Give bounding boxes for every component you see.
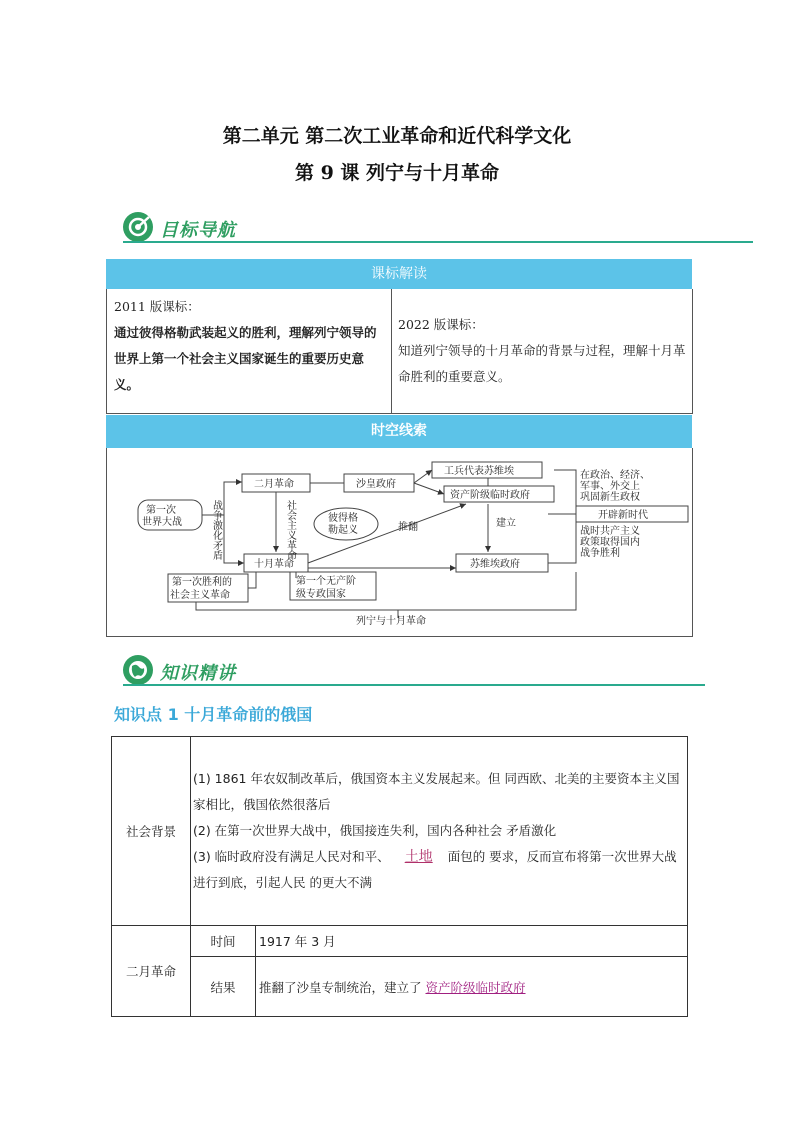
note-consolidate: 在政治、经济、军事、外交上巩固新生政权 [580, 470, 650, 503]
label-social-background: 社会背景 [112, 737, 191, 926]
lesson-title: 第 9 课 列宁与十月革命 [294, 162, 500, 184]
social-background-content [191, 737, 688, 926]
fill-land: 土地 [404, 849, 433, 865]
note-war-communism: 战时共产主义政策取得国内战争胜利 [580, 526, 640, 559]
knowledge-table [111, 736, 688, 1017]
target-icon [123, 212, 153, 242]
label-time: 时间 [191, 926, 256, 957]
label-war-intensify: 战争激化矛盾 [210, 500, 222, 560]
timeline-diagram [106, 448, 692, 636]
standards-left-text: 通过彼得格勒武装起义的胜利，理解列宁领导的世界上第一个社会主义国家诞生的重要历史意义。 [114, 325, 377, 392]
label-socialist: 社会主义革命 [284, 500, 296, 560]
background-item-3 [193, 844, 683, 896]
background-item-3-after: 面包的 要求，反而宣布将第一次世界大战进行到底，引起人民 的更大不满 [193, 849, 677, 890]
standards-right-text: 知道列宁领导的十月革命的背景与过程，理解十月革命胜利的重要意义。 [398, 343, 686, 384]
standards-left-label: 2011 版课标： [114, 299, 200, 314]
standards-right [398, 312, 686, 390]
node-newera-text: 开辟新时代 [598, 510, 648, 521]
standards-divider [391, 289, 392, 414]
node-petrograd-text: 彼得格勒起义 [328, 513, 358, 536]
node-sovietgov-text: 苏维埃政府 [470, 559, 520, 570]
standards-left [114, 294, 384, 398]
unit-title: 第二单元 第二次工业革命和近代科学文化 [222, 125, 572, 147]
node-provisional-text: 资产阶级临时政府 [450, 490, 530, 501]
section-goal-nav: 目标导航 [160, 220, 236, 241]
globe-icon [123, 655, 153, 685]
timeline-bar: 时空线索 [106, 415, 692, 448]
node-firstvictory-text: 第一次胜利的社会主义革命 [170, 577, 232, 601]
label-establish: 建立 [496, 518, 516, 529]
result-before: 推翻了沙皇专制统治，建立了 [259, 979, 422, 995]
background-item-2: (2) 在第一次世界大战中，俄国接连失利，国内各种社会 矛盾激化 [193, 823, 557, 838]
background-item-1: (1) 1861 年农奴制改革后，俄国资本主义发展起来。但 同西欧、北美的主要资本主义国家相比，俄国依然很落后 [193, 771, 680, 812]
node-workers-text: 工兵代表苏维埃 [444, 466, 514, 477]
section-knowledge: 知识精讲 [160, 663, 236, 684]
node-tsar-text: 沙皇政府 [356, 479, 396, 490]
label-feb-revolution: 二月革命 [112, 926, 191, 1017]
node-firstprole-text: 第一个无产阶级专政国家 [296, 576, 356, 600]
background-item-3-before: (3) 临时政府没有满足人民对和平、 [193, 849, 390, 864]
value-time: 1917 年 3 月 [256, 926, 688, 957]
node-ww1-text: 第一次世界大战 [142, 505, 182, 528]
standards-right-label: 2022 版课标： [398, 317, 484, 332]
value-result [256, 957, 688, 1017]
knowledge-point-title: 知识点 1 十月革命前的俄国 [114, 705, 313, 724]
node-footer-text: 列宁与十月革命 [356, 616, 426, 627]
fill-provisional-gov: 资产阶级临时政府 [425, 979, 526, 995]
section-divider-2 [123, 684, 705, 686]
standards-bar: 课标解读 [106, 259, 692, 289]
section-divider [123, 241, 753, 243]
label-overthrow: 推翻 [398, 522, 418, 533]
node-oct-text: 十月革命 [254, 559, 294, 570]
node-feb-text: 二月革命 [254, 479, 294, 490]
label-result: 结果 [191, 957, 256, 1017]
